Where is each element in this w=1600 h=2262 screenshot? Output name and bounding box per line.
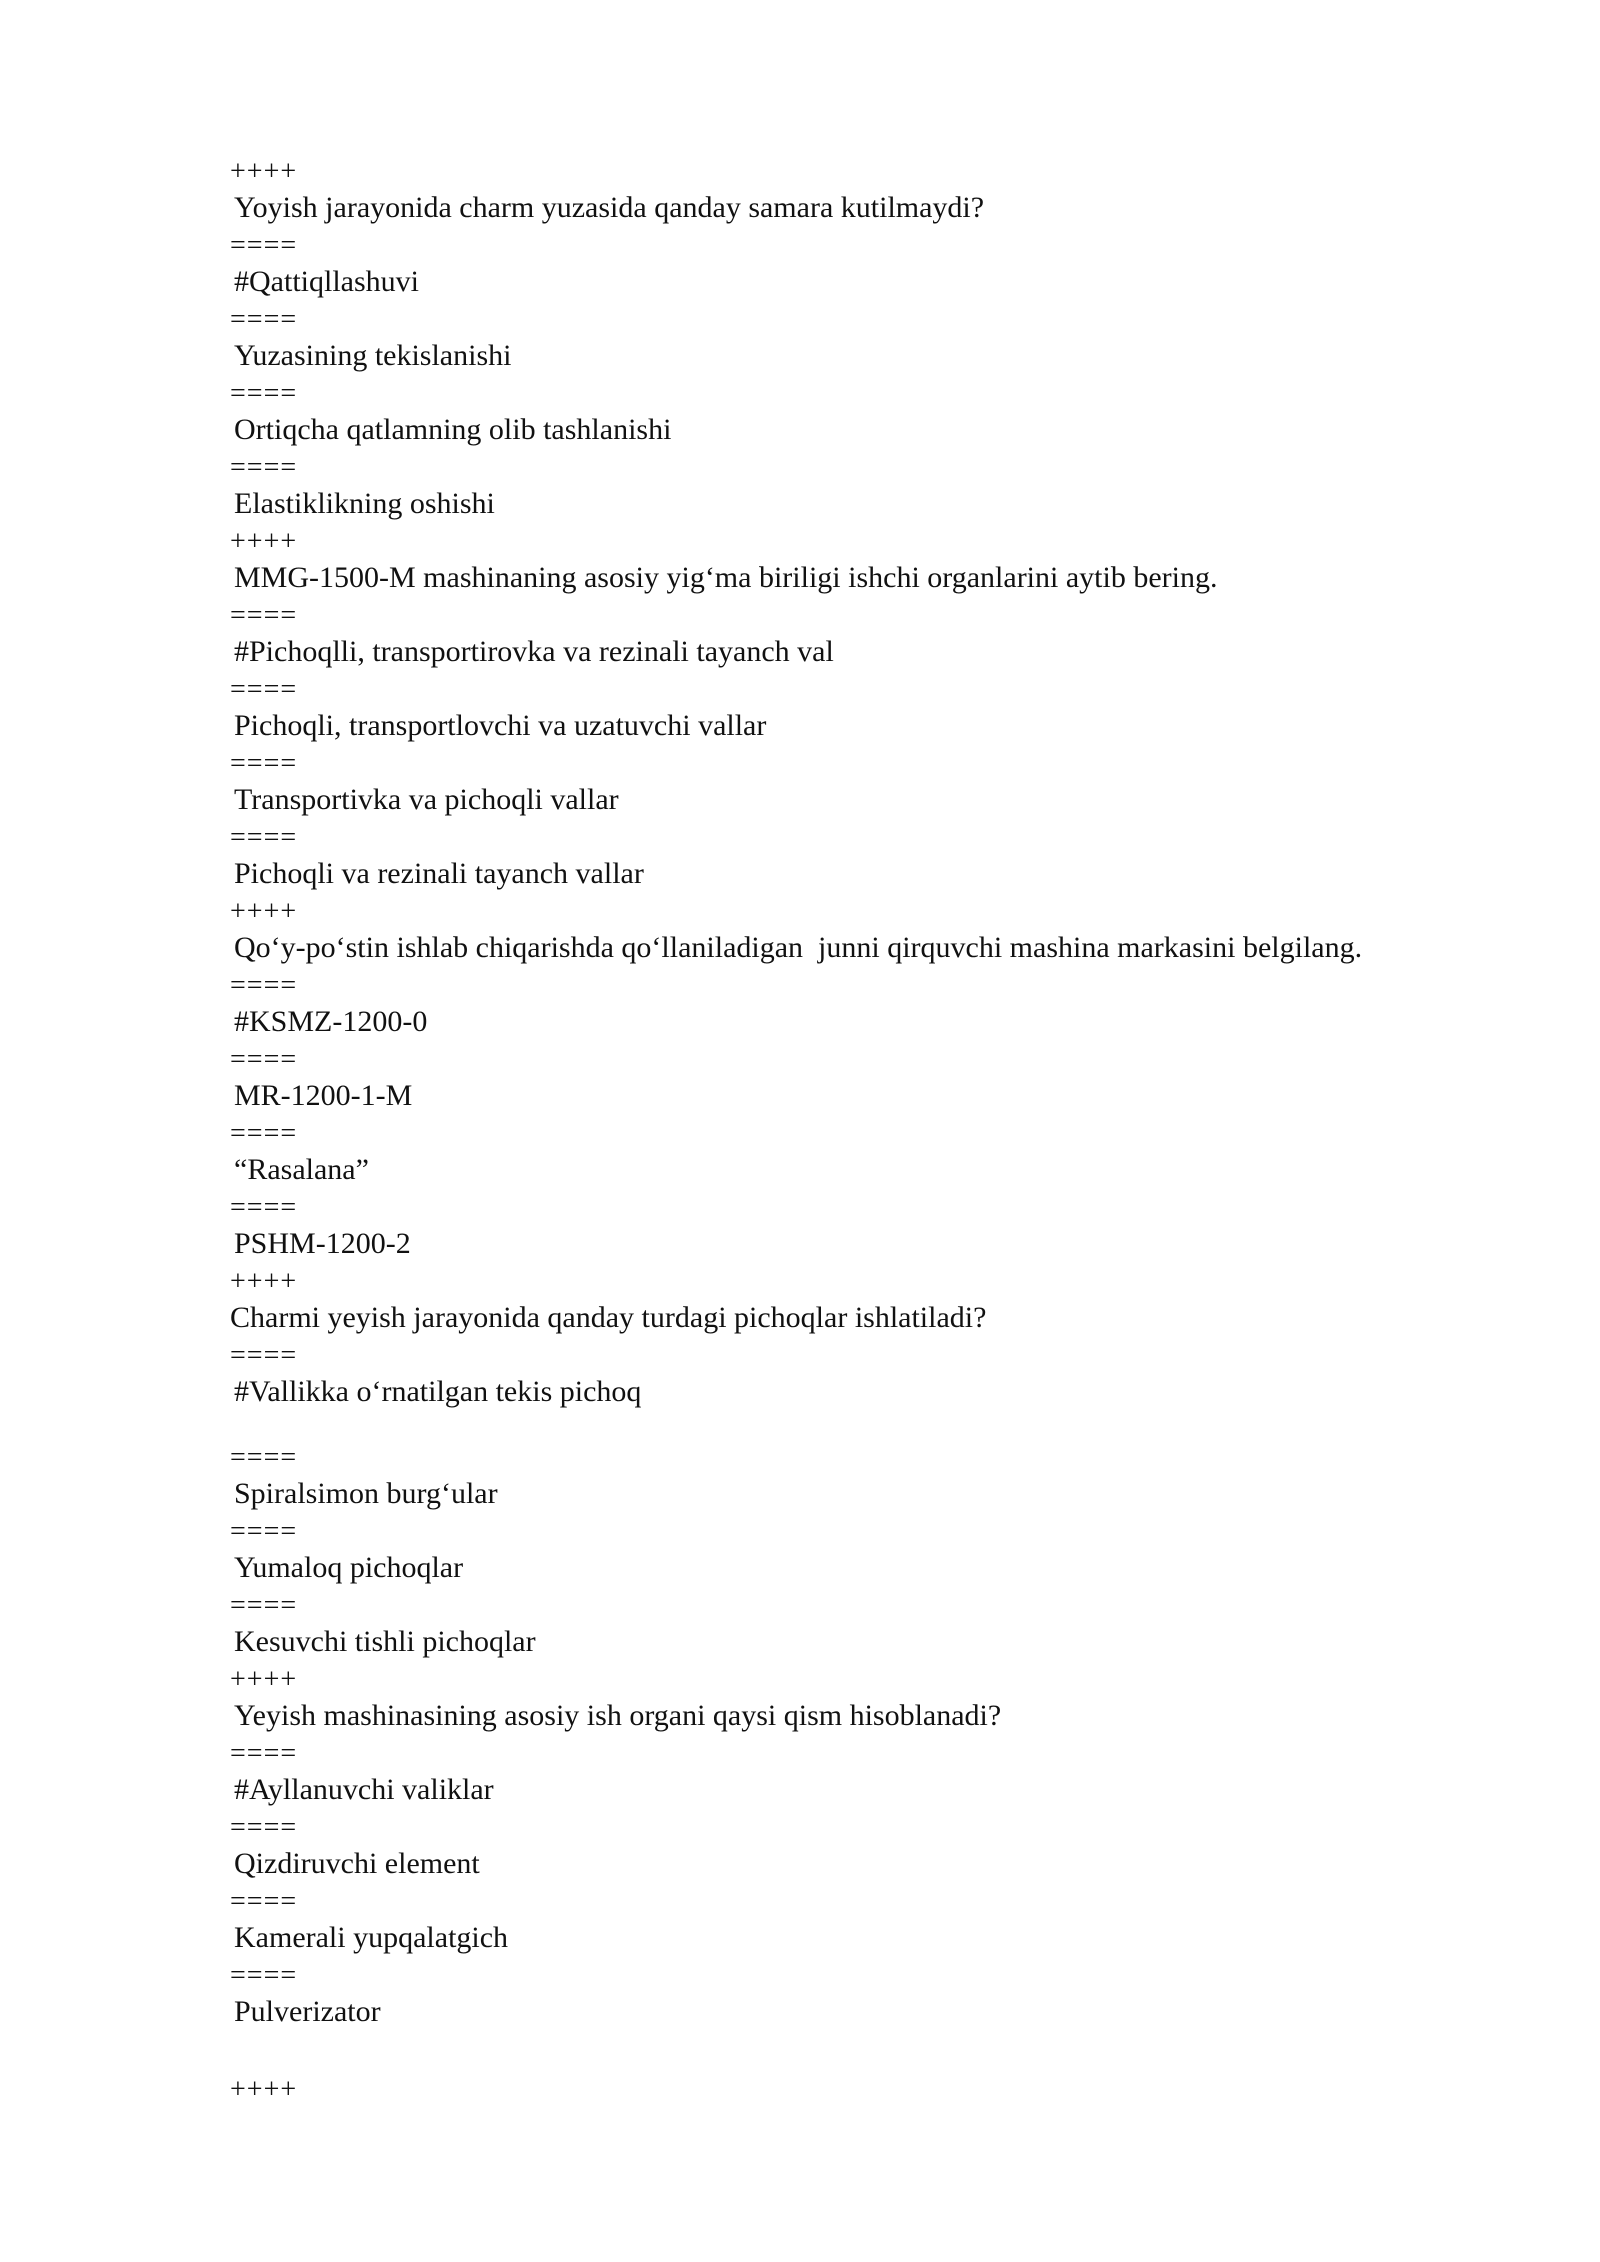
question-text: Yeyish mashinasining asosiy ish organi qaysi qism hisoblanadi? [234,1699,1002,1732]
option-marker: ==== [230,1812,298,1843]
question-text: Yoyish jarayonida charm yuzasida qanday samara kutilmaydi? [234,191,985,224]
option-marker: ==== [230,452,298,483]
question-text: Qo‘y-po‘stin ishlab chiqarishda qo‘llaniladigan junni qirquvchi mashina markasini belgilang. [234,931,1363,964]
option-text: “Rasalana” [234,1153,369,1186]
option-marker: ==== [230,1118,298,1149]
option-text: Transportivka va pichoqli vallar [234,783,619,816]
option-text: Kesuvchi tishli pichoqlar [234,1625,536,1658]
option-text: Pulverizator [234,1995,381,2028]
option-text: #Qattiqllashuvi [234,265,419,298]
option-text: Ortiqcha qatlamning olib tashlanishi [234,413,672,446]
question-marker: ++++ [230,1266,298,1297]
option-marker: ==== [230,674,298,705]
option-marker: ==== [230,822,298,853]
option-marker: ==== [230,1886,298,1917]
option-marker: ==== [230,1590,298,1621]
option-marker: ==== [230,230,298,261]
question-text: Charmi yeyish jarayonida qanday turdagi pichoqlar ishlatiladi? [230,1301,987,1334]
question-marker: ++++ [230,896,298,927]
option-text: PSHM-1200-2 [234,1227,411,1260]
option-marker: ==== [230,748,298,779]
option-text: Yumaloq pichoqlar [234,1551,464,1584]
option-text: Yuzasining tekislanishi [234,339,512,372]
option-marker: ==== [230,1738,298,1769]
question-marker: ++++ [230,156,298,187]
option-text: Spiralsimon burg‘ular [234,1477,498,1510]
option-text: Elastiklikning oshishi [234,487,495,520]
option-text: Pichoqli, transportlovchi va uzatuvchi vallar [234,709,767,742]
option-text: Kamerali yupqalatgich [234,1921,509,1954]
option-marker: ==== [230,1516,298,1547]
question-text: MMG-1500-M mashinaning asosiy yig‘ma biriligi ishchi organlarini aytib bering. [234,561,1218,594]
option-marker: ==== [230,304,298,335]
option-text: MR-1200-1-M [234,1079,413,1112]
option-text: #KSMZ-1200-0 [234,1005,428,1038]
option-text: Pichoqli va rezinali tayanch vallar [234,857,644,890]
option-text: #Ayllanuvchi valiklar [234,1773,494,1806]
question-marker: ++++ [230,526,298,557]
question-marker: ++++ [230,1664,298,1695]
option-marker: ==== [230,1340,298,1371]
option-marker: ==== [230,600,298,631]
option-marker: ==== [230,1192,298,1223]
option-marker: ==== [230,1044,298,1075]
option-marker: ==== [230,378,298,409]
option-marker: ==== [230,1442,298,1473]
option-text: #Pichoqlli, transportirovka va rezinali tayanch val [234,635,834,668]
end-marker: ++++ [230,2074,298,2105]
option-text: Qizdiruvchi element [234,1847,480,1880]
option-marker: ==== [230,1960,298,1991]
option-marker: ==== [230,970,298,1001]
option-text: #Vallikka o‘rnatilgan tekis pichoq [234,1375,642,1408]
